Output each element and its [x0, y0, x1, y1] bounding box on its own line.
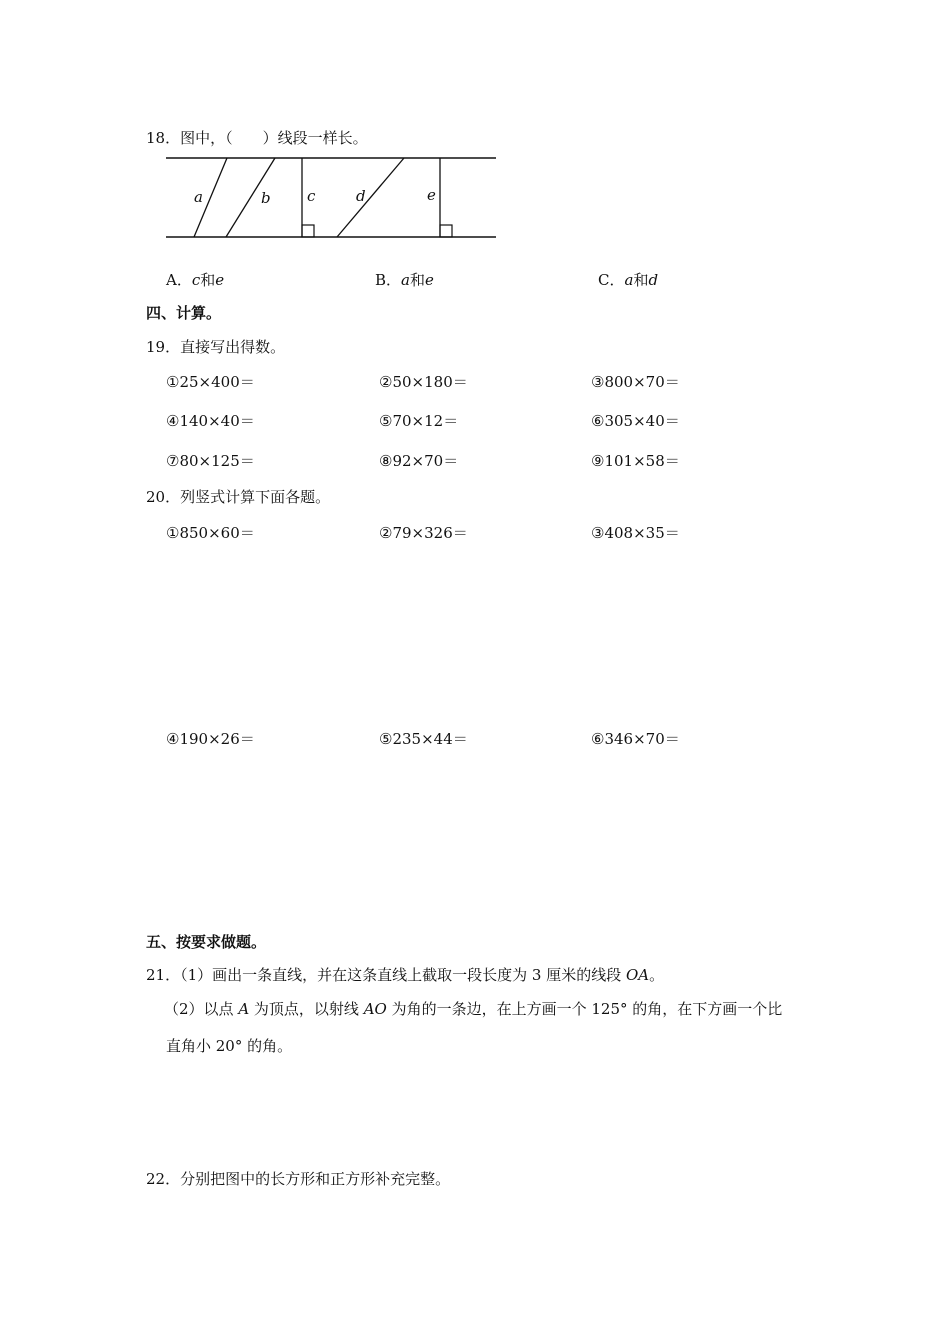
- q19-item-2: ②50×180＝: [379, 373, 468, 391]
- segment-d: [337, 158, 404, 237]
- q22-stem: 22．分别把图中的长方形和正方形补充完整。: [146, 1170, 451, 1188]
- label-a: a: [194, 188, 203, 206]
- q18-figure: [160, 150, 505, 248]
- q20-item-2: ②79×326＝: [379, 524, 468, 542]
- section4-title: 四、计算。: [146, 304, 222, 322]
- q20-stem: 20．列竖式计算下面各题。: [146, 488, 331, 506]
- label-d: d: [356, 187, 366, 205]
- section5-title: 五、按要求做题。: [146, 933, 267, 951]
- right-angle-mark-e: [440, 225, 452, 237]
- q20-item-5: ⑤235×44＝: [379, 730, 468, 748]
- q19-item-5: ⑤70×12＝: [379, 412, 459, 430]
- q18-option-c[interactable]: C．a和d: [598, 271, 659, 289]
- label-e: e: [427, 186, 436, 204]
- q18-option-b[interactable]: B．a和e: [375, 271, 434, 289]
- q20-item-3: ③408×35＝: [591, 524, 680, 542]
- q21-part1: 21．（1）画出一条直线，并在这条直线上截取一段长度为 3 厘米的线段 OA。: [146, 966, 665, 984]
- q19-item-3: ③800×70＝: [591, 373, 680, 391]
- q19-item-9: ⑨101×58＝: [591, 452, 680, 470]
- q21-part2-cont: 直角小 20° 的角。: [166, 1037, 293, 1055]
- label-c: c: [307, 187, 316, 205]
- q18-option-a[interactable]: A．c和e: [166, 271, 225, 289]
- q19-item-8: ⑧92×70＝: [379, 452, 459, 470]
- q18-stem: 18．图中，（ ）线段一样长。: [146, 129, 368, 147]
- q19-item-6: ⑥305×40＝: [591, 412, 680, 430]
- q19-item-4: ④140×40＝: [166, 412, 255, 430]
- q20-item-4: ④190×26＝: [166, 730, 255, 748]
- q20-item-1: ①850×60＝: [166, 524, 255, 542]
- q19-item-7: ⑦80×125＝: [166, 452, 255, 470]
- right-angle-mark-c: [302, 225, 314, 237]
- q21-part2: （2）以点 A 为顶点，以射线 AO 为角的一条边，在上方画一个 125° 的角，在下方画一个比: [164, 1000, 783, 1018]
- q19-stem: 19．直接写出得数。: [146, 338, 286, 356]
- q19-item-1: ①25×400＝: [166, 373, 255, 391]
- label-b: b: [261, 189, 271, 207]
- q20-item-6: ⑥346×70＝: [591, 730, 680, 748]
